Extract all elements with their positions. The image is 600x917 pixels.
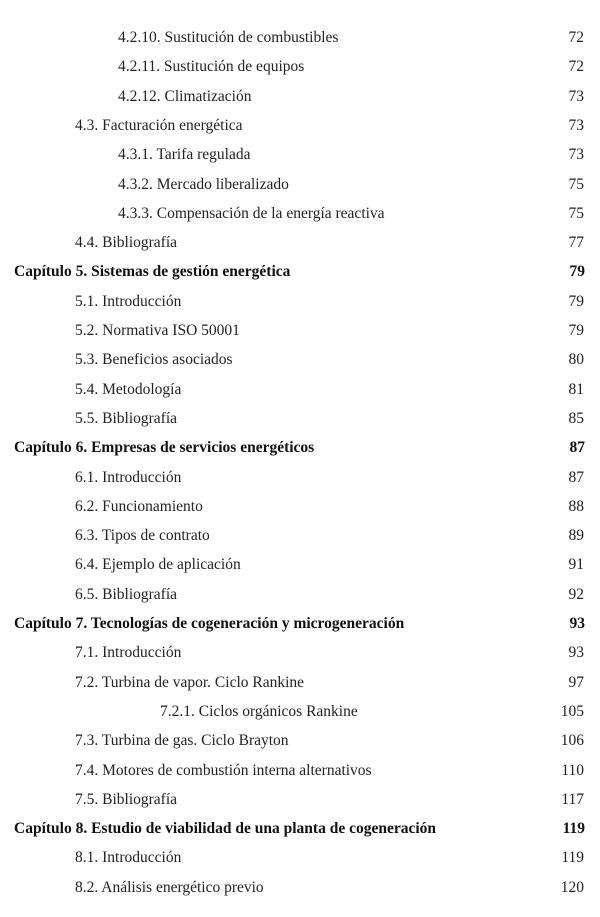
toc-page-number: 89: [568, 527, 584, 545]
toc-page-number: 75: [568, 204, 584, 222]
toc-chapter-row: [0, 437, 600, 459]
toc-entry-row: [0, 877, 600, 899]
toc-page-number: 92: [568, 585, 584, 603]
toc-entry-row: [0, 525, 600, 547]
toc-page-number: 73: [568, 146, 584, 164]
toc-page-number: 72: [568, 58, 584, 76]
toc-page-number: 120: [560, 878, 584, 896]
toc-page-number: 87: [569, 439, 585, 457]
toc-entry-row: [0, 144, 600, 166]
toc-entry-row: [0, 789, 600, 811]
toc-page-number: 80: [568, 351, 584, 369]
toc-entry-title: 7.4. Motores de combustión interna alternativos: [75, 761, 372, 779]
toc-entry-title: 4.2.12. Climatización: [118, 87, 252, 105]
toc-page-number: 93: [568, 644, 584, 662]
toc-page-number: 85: [568, 409, 584, 427]
toc-entry-title: 5.4. Metodología: [75, 380, 182, 398]
toc-page-number: 110: [561, 761, 584, 779]
toc-page-number: 81: [568, 380, 584, 398]
toc-entry-row: [0, 86, 600, 108]
toc-page-number: 73: [568, 116, 584, 134]
toc-entry-title: 7.2.1. Ciclos orgánicos Rankine: [160, 702, 358, 720]
toc-entry-title: 8.2. Análisis energético previo: [75, 878, 264, 896]
toc-page-number: 119: [562, 820, 585, 838]
toc-entry-title: 5.2. Normativa ISO 50001: [75, 322, 240, 339]
toc-entry-row: [0, 115, 600, 137]
toc-entry-row: [0, 320, 600, 342]
toc-entry-row: [0, 174, 600, 196]
toc-entry-row: [0, 232, 600, 254]
toc-entry-title: Capítulo 7. Tecnologías de cogeneración y microgeneración: [14, 615, 405, 632]
toc-entry-row: [0, 379, 600, 401]
toc-entry-title: 4.2.10. Sustitución de combustibles: [118, 29, 339, 46]
toc-entry-title: Capítulo 6. Empresas de servicios energéticos: [14, 439, 315, 457]
toc-entry-title: 4.3. Facturación energética: [75, 116, 243, 134]
toc-entry-row: [0, 467, 600, 489]
toc-entry-row: [0, 760, 600, 782]
toc-page-number: 75: [568, 175, 584, 193]
toc-entry-row: [0, 554, 600, 576]
toc-entry-row: [0, 56, 600, 78]
toc-page-number: 79: [568, 292, 584, 310]
toc-entry-title: 7.5. Bibliografía: [75, 790, 178, 808]
toc-entry-title: 4.4. Bibliografía: [75, 234, 178, 252]
toc-entry-row: [0, 642, 600, 664]
toc-page-number: 106: [560, 732, 584, 750]
toc-entry-title: 8.1. Introducción: [75, 849, 182, 867]
toc-chapter-row: [0, 613, 600, 635]
toc-entry-row: [0, 584, 600, 606]
toc-entry-title: 6.2. Funcionamiento: [75, 497, 203, 515]
toc-entry-row: [0, 408, 600, 430]
toc-page-number: 79: [569, 263, 585, 281]
toc-entry-row: [0, 291, 600, 313]
toc-page-number: 117: [561, 790, 584, 808]
toc-page-number: 77: [568, 234, 584, 252]
toc-page-number: 119: [561, 849, 584, 867]
toc-page-number: 93: [569, 615, 585, 632]
toc-entry-title: 5.3. Beneficios asociados: [75, 351, 233, 369]
toc-entry-title: 4.3.1. Tarifa regulada: [118, 146, 251, 164]
toc-entry-row: [0, 847, 600, 869]
toc-entry-title: Capítulo 5. Sistemas de gestión energética: [14, 263, 291, 281]
toc-page-number: 97: [568, 673, 584, 691]
toc-entry-title: 6.5. Bibliografía: [75, 585, 178, 603]
toc-entry-title: 6.1. Introducción: [75, 468, 182, 486]
toc-page-number: 72: [568, 29, 584, 46]
toc-page-number: 87: [568, 468, 584, 486]
toc-entry-row: [0, 203, 600, 225]
toc-entry-row: [0, 672, 600, 694]
toc-entry-title: 4.2.11. Sustitución de equipos: [118, 58, 305, 76]
toc-entry-row: [0, 349, 600, 371]
toc-page-number: 79: [568, 322, 584, 339]
toc-entry-row: [0, 701, 600, 723]
toc-entry-title: 6.3. Tipos de contrato: [75, 527, 210, 545]
toc-entry-title: 4.3.2. Mercado liberalizado: [118, 175, 289, 193]
toc-entry-title: 7.2. Turbina de vapor. Ciclo Rankine: [75, 673, 305, 691]
toc-page-number: 88: [568, 497, 584, 515]
toc-entry-title: 7.3. Turbina de gas. Ciclo Brayton: [75, 732, 289, 750]
toc-entry-title: 5.5. Bibliografía: [75, 409, 178, 427]
toc-page-number: 91: [568, 556, 584, 574]
toc-entry-title: 7.1. Introducción: [75, 644, 182, 662]
toc-entry-row: [0, 496, 600, 518]
toc-entry-row: [0, 730, 600, 752]
toc-chapter-row: [0, 818, 600, 840]
toc-page-number: 73: [568, 87, 584, 105]
toc-entry-title: 6.4. Ejemplo de aplicación: [75, 556, 241, 574]
toc-entry-title: 5.1. Introducción: [75, 292, 182, 310]
toc-page-number: 105: [560, 702, 584, 720]
toc-entry-title: 4.3.3. Compensación de la energía reactiva: [118, 204, 385, 222]
toc-chapter-row: [0, 261, 600, 283]
toc-entry-title: Capítulo 8. Estudio de viabilidad de una planta de cogeneración: [14, 820, 437, 838]
toc-entry-row: [0, 27, 600, 49]
